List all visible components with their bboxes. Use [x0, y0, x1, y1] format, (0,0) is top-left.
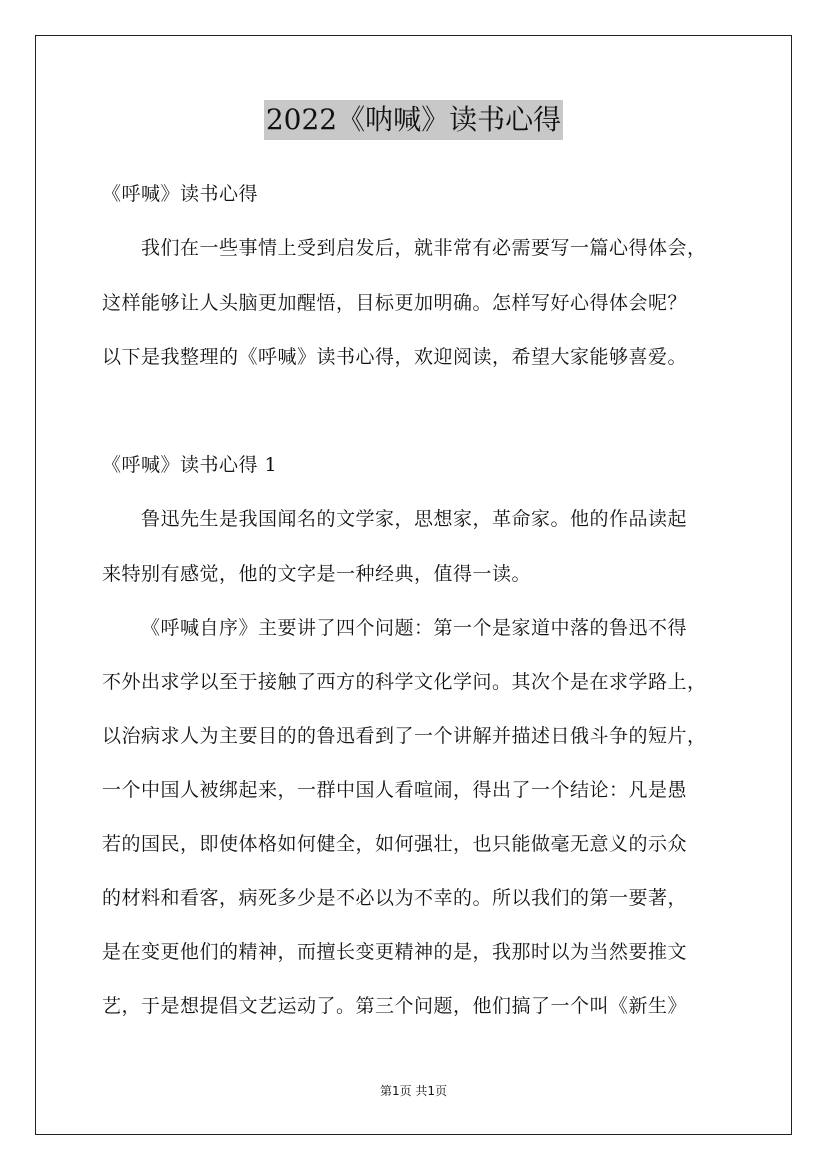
para2-line-8: 艺，于是想提倡文艺运动了。第三个问题，他们搞了一个叫《新生》	[102, 995, 688, 1017]
page-footer: 第1页 共1页	[379, 1084, 448, 1098]
title-container	[0, 100, 827, 140]
sub-heading: 《呼喊》读书心得 1	[102, 454, 278, 476]
para2-line-2: 不外出求学以至于接触了西方的科学文化学问。其次个是在求学路上，	[102, 671, 707, 693]
para2-line-5: 若的国民，即使体格如何健全，如何强壮，也只能做毫无意义的示众	[102, 833, 688, 855]
para2-line-6: 的材料和看客，病死多少是不必以为不幸的。所以我们的第一要著，	[102, 887, 688, 909]
intro-line-3: 以下是我整理的《呼喊》读书心得，欢迎阅读，希望大家能够喜爱。	[102, 346, 688, 368]
section-heading: 《呼喊》读书心得	[102, 183, 259, 205]
para2-line-7: 是在变更他们的精神，而擅长变更精神的是，我那时以为当然要推文	[102, 941, 688, 963]
intro-line-2: 这样能够让人头脑更加醒悟，目标更加明确。怎样写好心得体会呢？	[102, 292, 688, 314]
para2-line-4: 一个中国人被绑起来，一群中国人看喧闹，得出了一个结论：凡是愚	[102, 779, 688, 801]
para2-line-1: 《呼喊自序》主要讲了四个问题：第一个是家道中落的鲁迅不得	[141, 617, 688, 639]
para1-line-1: 鲁迅先生是我国闻名的文学家，思想家，革命家。他的作品读起	[141, 508, 688, 530]
para2-line-3: 以治病求人为主要目的的鲁迅看到了一个讲解并描述日俄斗争的短片，	[102, 725, 707, 747]
para1-line-2: 来特别有感觉，他的文字是一种经典，值得一读。	[102, 563, 532, 585]
document-title: 2022《呐喊》读书心得	[264, 100, 563, 140]
intro-line-1: 我们在一些事情上受到启发后，就非常有必需要写一篇心得体会，	[141, 237, 707, 259]
